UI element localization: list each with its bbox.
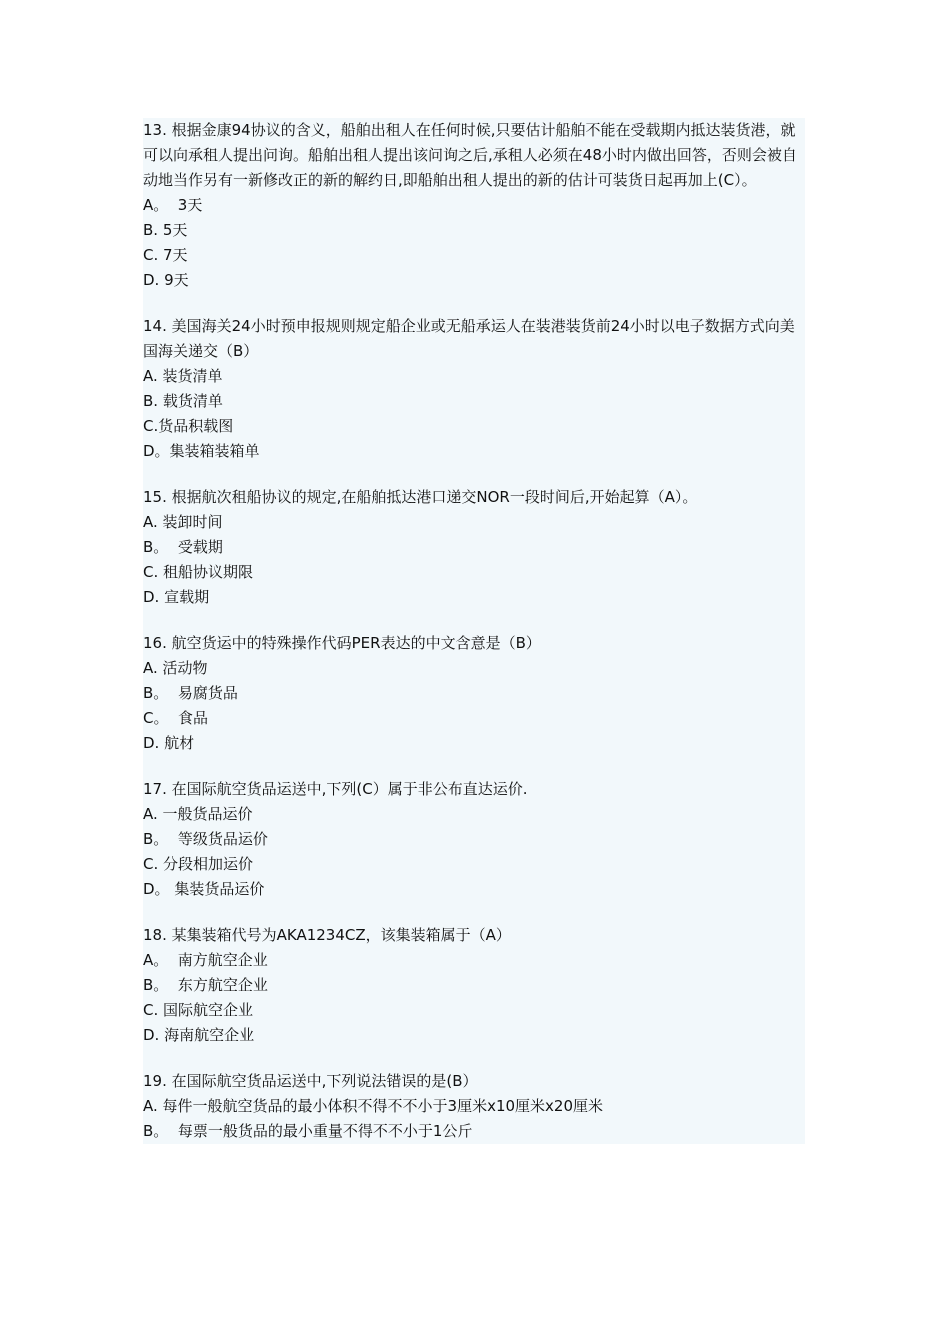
option-c: C。 食品 — [143, 709, 209, 727]
question-16 — [143, 631, 805, 756]
option-c: C. 7天 — [143, 246, 188, 264]
option-a: A。 南方航空企业 — [143, 951, 268, 969]
question-18 — [143, 923, 805, 1048]
option-a: A. 装卸时间 — [143, 513, 223, 531]
option-b: B。 易腐货品 — [143, 684, 238, 702]
option-d: D. 海南航空企业 — [143, 1026, 255, 1044]
exam-page — [143, 118, 805, 1144]
option-c: C. 租船协议期限 — [143, 563, 254, 581]
option-c: C. 分段相加运价 — [143, 855, 254, 873]
question-stem: 18. 某集装箱代号为AKA1234CZ，该集装箱属于（A） — [143, 926, 511, 944]
question-19 — [143, 1069, 805, 1144]
option-d: D. 9天 — [143, 271, 189, 289]
option-d: D. 宣载期 — [143, 588, 210, 606]
question-17 — [143, 777, 805, 902]
option-b: B. 载货清单 — [143, 392, 223, 410]
option-d: D。集装箱装箱单 — [143, 442, 260, 460]
option-b: B. 5天 — [143, 221, 188, 239]
question-stem: 14. 美国海关24小时预申报规则规定船企业或无船承运人在装港装货前24小时以电子数据方式向美国海关递交（B） — [143, 317, 795, 360]
question-stem: 13. 根据金康94协议的含义，船舶出租人在任何时候,只要估计船舶不能在受载期内抵达装货港，就可以向承租人提出问询。船舶出租人提出该问询之后,承租人必须在48小时内做出回答，否则会被自动地当作另有一新修改正的新的解约日,即船舶出租人提出的新的估计可装货日起再加上(C）。 — [143, 121, 797, 189]
option-d: D. 航材 — [143, 734, 195, 752]
question-stem: 16. 航空货运中的特殊操作代码PER表达的中文含意是（B） — [143, 634, 541, 652]
question-stem: 15. 根据航次租船协议的规定,在船舶抵达港口递交NOR一段时间后,开始起算（A）。 — [143, 488, 698, 506]
question-14 — [143, 314, 805, 464]
option-d: D。 集装货品运价 — [143, 880, 265, 898]
option-b: B。 等级货品运价 — [143, 830, 268, 848]
option-a: A. 每件一般航空货品的最小体积不得不不小于3厘米x10厘米x20厘米 — [143, 1097, 604, 1115]
question-stem: 17. 在国际航空货品运送中,下列(C）属于非公布直达运价. — [143, 780, 528, 798]
option-b: B。 受载期 — [143, 538, 223, 556]
option-a: A。 3天 — [143, 196, 203, 214]
option-a: A. 一般货品运价 — [143, 805, 253, 823]
option-c: C.货品积载图 — [143, 417, 234, 435]
option-c: C. 国际航空企业 — [143, 1001, 254, 1019]
option-a: A. 装货清单 — [143, 367, 223, 385]
question-15 — [143, 485, 805, 610]
option-b: B。 每票一般货品的最小重量不得不不小于1公斤 — [143, 1122, 473, 1140]
question-stem: 19. 在国际航空货品运送中,下列说法错误的是(B） — [143, 1072, 478, 1090]
question-13 — [143, 118, 805, 293]
option-b: B。 东方航空企业 — [143, 976, 268, 994]
option-a: A. 活动物 — [143, 659, 208, 677]
